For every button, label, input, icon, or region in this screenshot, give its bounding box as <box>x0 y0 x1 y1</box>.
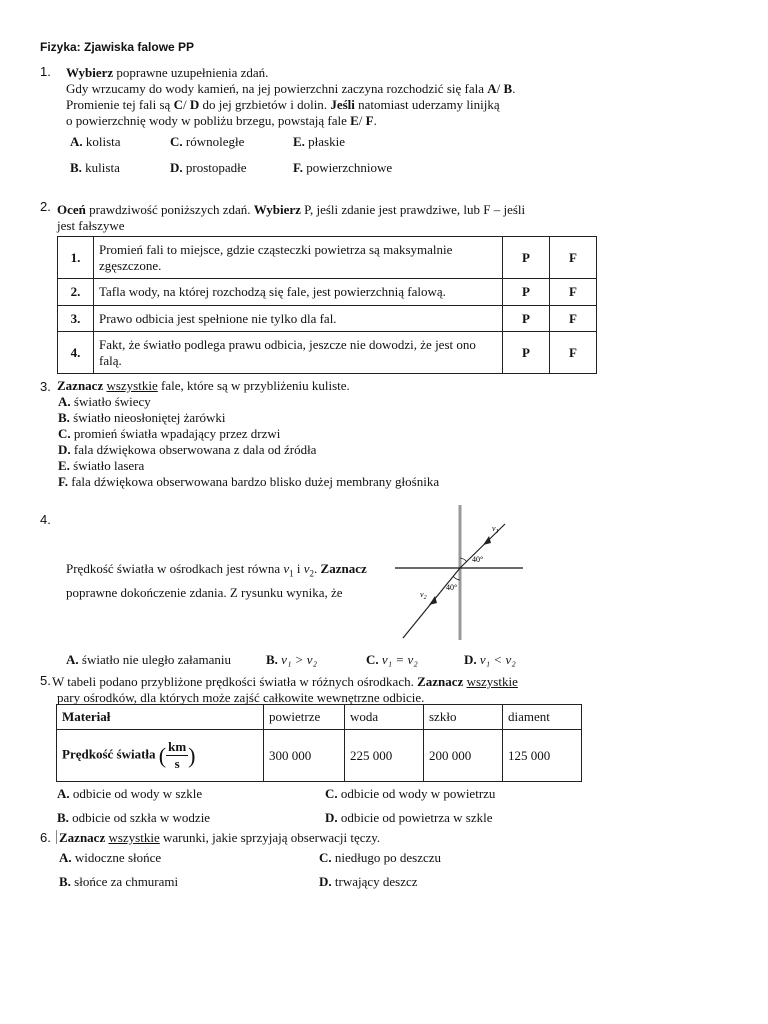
false-option[interactable]: F <box>550 332 597 374</box>
q1-bold-word: Jeśli <box>330 97 355 112</box>
q5-underlined: wszystkie <box>466 674 518 689</box>
question-5-number: 5. <box>40 673 51 688</box>
q4-sub: 2 <box>309 568 315 579</box>
option-letter: B. <box>59 874 71 889</box>
question-6-number: 6. <box>40 830 51 845</box>
q1-sep: / <box>182 97 190 112</box>
question-4-text <box>66 561 367 601</box>
table-row <box>57 730 582 782</box>
unit-numerator: km <box>168 739 187 754</box>
q1-choice-d: D <box>189 97 200 112</box>
q2-text-1: prawdziwość poniższych zdań. <box>85 202 254 217</box>
option-text: światło świecy <box>70 394 151 409</box>
header-cell: powietrze <box>264 705 345 730</box>
paren-left: ( <box>158 742 167 768</box>
true-option[interactable]: P <box>503 237 550 279</box>
option-text: v₁ < v₂ <box>479 652 516 667</box>
q2-lead: Oceń <box>57 202 86 217</box>
v-symbol: v <box>492 524 496 533</box>
option-text: fala dźwiękowa obserwowana z dala od źródła <box>70 442 317 457</box>
option-text: prostopadłe <box>182 160 247 175</box>
q3-option-f[interactable] <box>58 474 439 490</box>
q4-sub: 1 <box>289 568 294 579</box>
q4-option-d[interactable] <box>464 652 516 668</box>
option-text: odbicie od wody w powietrzu <box>337 786 496 801</box>
cursor-bar <box>56 830 57 844</box>
q1-choice-c: C <box>173 97 183 112</box>
q3-text: fale, które są w przybliżeniu kuliste. <box>157 378 350 393</box>
q2-text-3: jest fałszywe <box>57 218 125 233</box>
option-letter: F. <box>293 160 303 175</box>
q3-lead: Zaznacz <box>57 378 104 393</box>
option-letter: B. <box>266 652 278 667</box>
q3-option-c[interactable] <box>58 426 439 442</box>
ray-arrow-icon <box>483 536 491 545</box>
q1-choice-f: F <box>365 113 374 128</box>
option-letter: E. <box>293 134 305 149</box>
q6-underlined: wszystkie <box>108 830 160 845</box>
q4-text-2: poprawne dokończenie zdania. Z rysunku wynika, że <box>66 584 343 600</box>
header-material: Materiał <box>57 705 264 730</box>
q1-option-f[interactable] <box>293 160 392 176</box>
option-letter: B. <box>57 810 69 825</box>
q5-text-2: pary ośrodków, dla których może zajść całkowite wewnętrzne odbicie. <box>57 690 425 705</box>
q3-option-a[interactable] <box>58 394 439 410</box>
option-text: trwający deszcz <box>331 874 418 889</box>
option-text: odbicie od powietrza w szkle <box>337 810 493 825</box>
header-cell: szkło <box>424 705 503 730</box>
option-text: światło nie uległo załamaniu <box>78 652 231 667</box>
option-letter: A. <box>70 134 83 149</box>
option-letter: F. <box>58 474 68 489</box>
row-number: 2. <box>58 279 94 306</box>
option-text: odbicie od szkła w wodzie <box>68 810 211 825</box>
q1-line4: o powierzchnię wody w pobliżu brzegu, powstają fale <box>66 113 351 128</box>
option-text: widoczne słońce <box>71 850 162 865</box>
q4-v-symbol: v <box>283 561 290 576</box>
value-cell: 200 000 <box>424 730 503 782</box>
option-text: kulista <box>81 160 120 175</box>
question-5-text <box>52 674 518 706</box>
q5-option-d[interactable] <box>325 810 493 826</box>
option-text: promień światła wpadający przez drzwi <box>70 426 281 441</box>
q2-text-2: P, jeśli zdanie jest prawdziwe, lub F – jeśli <box>300 202 526 217</box>
row-number: 4. <box>58 332 94 374</box>
q1-option-a[interactable] <box>70 134 121 150</box>
q1-lead: Wybierz <box>66 65 114 80</box>
option-letter: D. <box>170 160 183 175</box>
unit-denominator: s <box>174 756 180 771</box>
paren-right: ) <box>188 742 196 768</box>
option-letter: C. <box>325 786 338 801</box>
option-letter: A. <box>66 652 79 667</box>
v-sub: 1 <box>495 529 499 535</box>
q1-option-d[interactable] <box>170 160 247 176</box>
speed-label: Prędkość światła <box>62 746 156 762</box>
q1-sep: / <box>496 81 504 96</box>
q3-option-b[interactable] <box>58 410 439 426</box>
q4-dot: . <box>314 561 321 576</box>
header-cell: diament <box>503 705 582 730</box>
q5-option-a[interactable] <box>57 786 202 802</box>
q1-dot: . <box>512 81 516 96</box>
q4-v-symbol: v <box>303 561 310 576</box>
option-letter: D. <box>58 442 71 457</box>
q2-lead-2: Wybierz <box>253 202 301 217</box>
true-option[interactable]: P <box>503 279 550 306</box>
table-row <box>58 279 597 306</box>
q6-lead: Zaznacz <box>59 830 106 845</box>
refraction-diagram <box>395 500 525 650</box>
statement: Promień fali to miejsce, gdzie cząsteczki powietrza są maksymalnie zgęszczone. <box>94 237 503 279</box>
speed-table <box>56 704 582 782</box>
q5-text-1: W tabeli podano przybliżone prędkości światła w różnych ośrodkach. <box>52 674 418 689</box>
option-text: v₁ = v₂ <box>381 652 418 667</box>
q1-option-c[interactable] <box>170 134 244 150</box>
q1-choice-a: A <box>487 81 497 96</box>
q6-option-b[interactable] <box>59 874 178 890</box>
question-4-number: 4. <box>40 512 51 527</box>
false-option[interactable]: F <box>550 237 597 279</box>
q1-line3: Promienie tej fali są <box>66 97 174 112</box>
row-number: 1. <box>58 237 94 279</box>
value-cell: 225 000 <box>345 730 424 782</box>
option-text: v₁ > v₂ <box>281 652 318 667</box>
option-text: równoległe <box>182 134 245 149</box>
true-option[interactable]: P <box>503 306 550 332</box>
question-1-number: 1. <box>40 64 51 79</box>
q1-line2: Gdy wrzucamy do wody kamień, na jej powierzchni zaczyna rozchodzić się fala <box>66 81 488 96</box>
q4-option-c[interactable] <box>366 652 418 668</box>
v-sub: 2 <box>423 595 427 601</box>
option-text: powierzchniowe <box>303 160 393 175</box>
q1-line1: poprawne uzupełnienia zdań. <box>113 65 269 80</box>
table-row <box>58 237 597 279</box>
option-text: niedługo po deszczu <box>331 850 442 865</box>
option-letter: A. <box>58 394 71 409</box>
v2-label <box>420 590 427 601</box>
table-row <box>58 332 597 374</box>
v1-label <box>492 524 499 535</box>
q6-text: warunki, jakie sprzyjają obserwacji tęczy. <box>159 830 381 845</box>
option-letter: D. <box>464 652 477 667</box>
option-letter: B. <box>58 410 70 425</box>
q3-option-e[interactable] <box>58 458 439 474</box>
angle-label-bottom: 40° <box>446 583 458 592</box>
question-3-number: 3. <box>40 379 51 394</box>
table-header-row <box>57 705 582 730</box>
option-text: światło lasera <box>69 458 145 473</box>
q1-choice-b: B <box>503 81 513 96</box>
unit-fraction <box>166 739 188 772</box>
q3-underlined: wszystkie <box>106 378 158 393</box>
question-3-text <box>57 378 439 490</box>
question-2-number: 2. <box>40 199 51 214</box>
option-text: światło nieosłoniętej żarówki <box>69 410 226 425</box>
q4-lead: Zaznacz <box>320 561 367 576</box>
q6-option-d[interactable] <box>319 874 418 890</box>
v-symbol: v <box>420 590 424 599</box>
option-letter: D. <box>325 810 338 825</box>
q1-option-e[interactable] <box>293 134 345 150</box>
q1-line3-end: natomiast uderzamy linijką <box>354 97 500 112</box>
row-label <box>57 730 264 782</box>
true-option[interactable]: P <box>503 332 550 374</box>
value-cell: 300 000 <box>264 730 345 782</box>
option-letter: B. <box>70 160 82 175</box>
angle-label-top: 40° <box>472 555 484 564</box>
q4-and: i <box>293 561 304 576</box>
q1-sep: / <box>358 113 366 128</box>
statement: Prawo odbicia jest spełnione nie tylko dla fal. <box>94 306 503 332</box>
option-letter: D. <box>319 874 332 889</box>
true-false-table <box>57 236 597 374</box>
q4-text-1: Prędkość światła w ośrodkach jest równa <box>66 561 284 576</box>
table-row <box>58 306 597 332</box>
q5-lead: Zaznacz <box>417 674 464 689</box>
option-text: płaskie <box>304 134 345 149</box>
option-letter: E. <box>58 458 70 473</box>
value-cell: 125 000 <box>503 730 582 782</box>
q4-option-b[interactable] <box>266 652 317 668</box>
option-text: fala dźwiękowa obserwowana bardzo blisko dużej membrany głośnika <box>68 474 440 489</box>
row-number: 3. <box>58 306 94 332</box>
false-option[interactable]: F <box>550 306 597 332</box>
option-letter: A. <box>59 850 72 865</box>
option-letter: C. <box>366 652 379 667</box>
false-option[interactable]: F <box>550 279 597 306</box>
statement: Tafla wody, na której rozchodzą się fale, jest powierzchnią falową. <box>94 279 503 306</box>
q4-option-a[interactable] <box>66 652 231 668</box>
header-cell: woda <box>345 705 424 730</box>
q1-choice-e: E <box>350 113 359 128</box>
option-letter: A. <box>57 786 70 801</box>
option-letter: C. <box>170 134 183 149</box>
q5-option-b[interactable] <box>57 810 210 826</box>
q1-line3-cont: do jej grzbietów i dolin. <box>199 97 331 112</box>
question-6-text <box>59 830 380 846</box>
q6-option-c[interactable] <box>319 850 441 866</box>
option-text: kolista <box>82 134 121 149</box>
q1-dot: . <box>373 113 377 128</box>
question-2-text <box>57 202 525 234</box>
statement: Fakt, że światło podlega prawu odbicia, jeszcze nie dowodzi, że jest ono falą. <box>94 332 503 374</box>
option-text: odbicie od wody w szkle <box>69 786 203 801</box>
q6-option-a[interactable] <box>59 850 161 866</box>
option-text: słońce za chmurami <box>70 874 179 889</box>
question-1-text <box>66 65 515 129</box>
option-letter: C. <box>58 426 71 441</box>
q3-option-d[interactable] <box>58 442 439 458</box>
q1-option-b[interactable] <box>70 160 120 176</box>
option-letter: C. <box>319 850 332 865</box>
q5-option-c[interactable] <box>325 786 495 802</box>
page-title: Fizyka: Zjawiska falowe PP <box>40 40 195 54</box>
